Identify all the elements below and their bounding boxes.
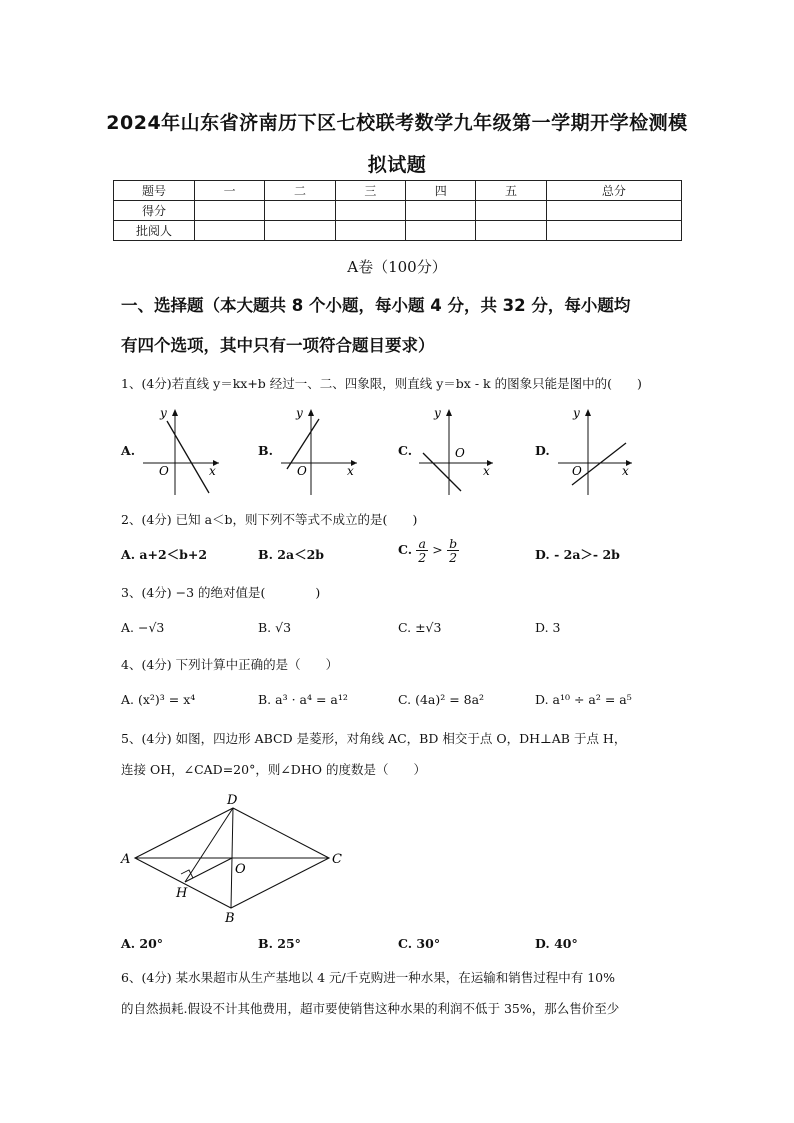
part1-heading-line2: 有四个选项，其中只有一项符合题目要求） xyxy=(121,336,435,355)
q4-option-d[interactable]: D. a¹⁰ ÷ a² = a⁵ xyxy=(535,692,632,707)
frac-denominator: 2 xyxy=(449,550,458,565)
origin-label: O xyxy=(297,464,307,478)
q6-line2: 的自然损耗.假设不计其他费用，超市要使销售这种水果的利润不低于 35%，那么售价至少 xyxy=(121,1001,620,1016)
q5-option-b[interactable]: B. 25° xyxy=(258,936,301,951)
y-label: y xyxy=(434,406,441,420)
q1-graph-c xyxy=(419,405,499,497)
x-label: x xyxy=(622,464,629,478)
segment-dh xyxy=(185,808,233,882)
q1-stem: 1、(4分)若直线 y＝kx+b 经过一、二、四象限，则直线 y＝bx - k 的图象只能是图中的( ) xyxy=(121,376,642,391)
point-d-label: D xyxy=(227,793,238,808)
q4-stem: 4、(4分) 下列计算中正确的是（ ） xyxy=(121,657,339,672)
q1-option-c-label[interactable]: C. xyxy=(398,443,413,458)
score-cell[interactable] xyxy=(195,221,265,241)
score-header-cell: 总分 xyxy=(546,181,681,201)
score-header-cell: 五 xyxy=(476,181,546,201)
q3-option-c[interactable]: C. ±√3 xyxy=(398,620,442,635)
point-o-label: O xyxy=(235,862,246,877)
q1-graph-b xyxy=(281,405,361,497)
score-cell[interactable] xyxy=(335,201,405,221)
q2-option-c[interactable] xyxy=(398,537,459,564)
score-cell[interactable] xyxy=(265,221,335,241)
score-header-cell: 三 xyxy=(335,181,405,201)
score-cell[interactable] xyxy=(546,221,681,241)
q3-option-a[interactable]: A. −√3 xyxy=(121,620,165,635)
q3-option-b[interactable]: B. √3 xyxy=(258,620,292,635)
part1-heading-line1: 一、选择题（本大题共 8 个小题，每小题 4 分，共 32 分，每小题均 xyxy=(121,296,631,315)
y-arrow xyxy=(172,409,178,416)
origin-label: O xyxy=(572,464,582,478)
score-cell[interactable] xyxy=(476,221,546,241)
graph-line xyxy=(287,419,319,469)
score-cell[interactable] xyxy=(546,201,681,221)
frac-numerator: b xyxy=(449,536,458,551)
q1-graph-a xyxy=(143,405,223,497)
q6-line1: 6、(4分) 某水果超市从生产基地以 4 元/千克购进一种水果，在运输和销售过程中有 10% xyxy=(121,970,616,985)
y-arrow xyxy=(585,409,591,416)
q5-option-c[interactable]: C. 30° xyxy=(398,936,441,951)
x-label: x xyxy=(347,464,354,478)
score-row-label: 批阅人 xyxy=(114,221,195,241)
x-label: x xyxy=(209,464,216,478)
point-c-label: C xyxy=(332,852,342,867)
q3-option-d[interactable]: D. 3 xyxy=(535,620,561,635)
q3-stem: 3、(4分) −3 的绝对值是( ) xyxy=(121,585,321,600)
origin-label: O xyxy=(455,446,465,460)
q5-rhombus-figure xyxy=(115,790,355,925)
score-cell[interactable] xyxy=(406,221,476,241)
score-row-label: 得分 xyxy=(114,201,195,221)
score-row-piyueren xyxy=(114,221,682,241)
y-label: y xyxy=(160,406,167,420)
q2-greater-sign: > xyxy=(432,542,443,557)
q4-option-c[interactable]: C. (4a)² = 8a² xyxy=(398,692,485,707)
q2-fraction-b xyxy=(447,537,459,564)
origin-label: O xyxy=(159,464,169,478)
score-header-cell: 题号 xyxy=(114,181,195,201)
y-arrow xyxy=(308,409,314,416)
frac-numerator: a xyxy=(418,536,426,551)
q4-option-b[interactable]: B. a³ · a⁴ = a¹² xyxy=(258,692,348,707)
score-cell[interactable] xyxy=(476,201,546,221)
q1-option-b-label[interactable]: B. xyxy=(258,443,273,458)
q1-option-d-label[interactable]: D. xyxy=(535,443,550,458)
score-cell[interactable] xyxy=(335,221,405,241)
q2-option-c-label: C. xyxy=(398,542,413,557)
point-a-label: A xyxy=(121,852,131,867)
score-cell[interactable] xyxy=(265,201,335,221)
score-cell[interactable] xyxy=(406,201,476,221)
right-angle-mark xyxy=(181,870,193,878)
q5-option-a[interactable]: A. 20° xyxy=(121,936,164,951)
q2-stem: 2、(4分) 已知 a＜b，则下列不等式不成立的是( ) xyxy=(121,512,418,527)
frac-denominator: 2 xyxy=(418,550,427,565)
q5-stem-line1: 5、(4分) 如图，四边形 ABCD 是菱形，对角线 AC，BD 相交于点 O，DH⊥AB 于点 H， xyxy=(121,731,627,746)
q2-fraction-a xyxy=(416,537,427,564)
y-arrow xyxy=(446,409,452,416)
doc-title-line1: 2024年山东省济南历下区七校联考数学九年级第一学期开学检测模 xyxy=(106,112,688,134)
segment-oh xyxy=(185,858,232,882)
x-label: x xyxy=(483,464,490,478)
q4-option-a[interactable]: A. (x²)³ = x⁴ xyxy=(121,692,196,707)
score-row-defen xyxy=(114,201,682,221)
score-table xyxy=(113,180,682,241)
q2-option-b[interactable]: B. 2a＜2b xyxy=(258,547,325,562)
score-header-cell: 四 xyxy=(406,181,476,201)
section-a-heading: A卷（100分） xyxy=(347,258,447,276)
score-header-cell: 一 xyxy=(195,181,265,201)
point-b-label: B xyxy=(225,911,235,925)
q1-graph-d xyxy=(558,405,638,497)
doc-title-line2: 拟试题 xyxy=(367,154,427,176)
q2-option-d[interactable]: D. - 2a＞- 2b xyxy=(535,547,620,562)
score-cell[interactable] xyxy=(195,201,265,221)
y-label: y xyxy=(296,406,303,420)
q5-option-d[interactable]: D. 40° xyxy=(535,936,578,951)
q2-option-a[interactable]: A. a+2＜b+2 xyxy=(121,547,208,562)
q1-option-a-label[interactable]: A. xyxy=(121,443,136,458)
score-table-header-row xyxy=(114,181,682,201)
score-header-cell: 二 xyxy=(265,181,335,201)
q5-stem-line2: 连接 OH，∠CAD=20°，则∠DHO 的度数是（ ） xyxy=(121,762,426,777)
y-label: y xyxy=(573,406,580,420)
graph-line xyxy=(167,421,209,493)
point-h-label: H xyxy=(176,886,188,901)
